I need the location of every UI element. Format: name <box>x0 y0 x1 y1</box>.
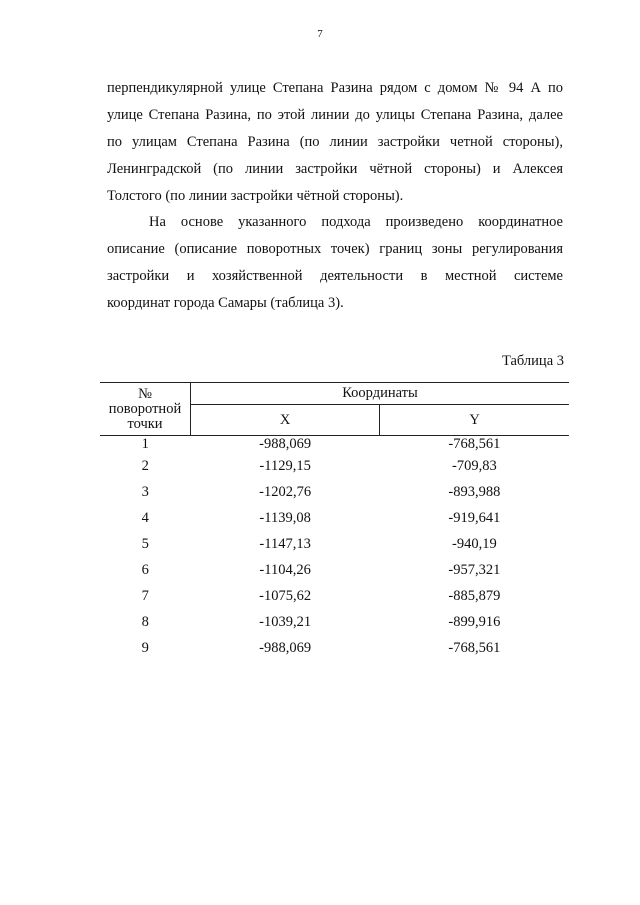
cell-x: -1139,08 <box>259 509 311 526</box>
cell-x: -1129,15 <box>259 457 311 474</box>
text-line: по улицам Степана Разина (по линии застройки четной стороны), <box>107 134 563 150</box>
table-caption: Таблица 3 <box>501 353 564 369</box>
cell-x: -1075,62 <box>259 587 312 604</box>
text-line: координат города Самары (таблица 3). <box>107 295 344 311</box>
cell-y: -885,879 <box>448 587 501 604</box>
cell-point-number: 1 <box>141 436 149 452</box>
cell-point-number: 7 <box>141 587 149 604</box>
cell-y: -768,561 <box>448 436 501 452</box>
cell-point-number: 3 <box>141 483 149 500</box>
text-line: Толстого (по линии застройки чётной стороны). <box>107 188 404 204</box>
coordinates-table <box>100 382 569 661</box>
table-row <box>100 453 569 479</box>
header-y: Y <box>380 405 569 436</box>
header-num-word: поворотной <box>108 400 182 417</box>
table-row <box>100 479 569 505</box>
cell-x: -988,069 <box>259 639 312 656</box>
cell-point-number: 2 <box>141 457 149 474</box>
cell-point-number: 5 <box>141 535 149 552</box>
header-x: X <box>191 405 380 436</box>
text-line: застройки и хозяйственной деятельности в местной системе <box>107 268 563 284</box>
paragraph-boundary-description <box>107 75 563 210</box>
cell-x: -988,069 <box>259 436 312 452</box>
cell-point-number: 4 <box>141 509 149 526</box>
page-number: 7 <box>317 28 323 40</box>
cell-y: -940,19 <box>452 535 497 552</box>
table-row <box>100 609 569 635</box>
table-row <box>100 436 569 454</box>
table-row <box>100 531 569 557</box>
cell-x: -1039,21 <box>259 613 312 630</box>
table-row <box>100 557 569 583</box>
cell-y: -957,321 <box>448 561 501 578</box>
header-num-symbol: № <box>138 385 152 402</box>
cell-x: -1147,13 <box>259 535 311 552</box>
text-line: описание (описание поворотных точек) границ зоны регулирования <box>107 241 563 257</box>
cell-y: -899,916 <box>448 613 501 630</box>
cell-x: -1104,26 <box>259 561 311 578</box>
cell-point-number: 8 <box>141 613 149 630</box>
header-point-number <box>100 383 191 436</box>
header-coordinates: Координаты <box>191 383 570 405</box>
cell-point-number: 9 <box>141 639 149 656</box>
text-line: На основе указанного подхода произведено координатное <box>149 214 563 230</box>
cell-y: -919,641 <box>448 509 501 526</box>
cell-x: -1202,76 <box>259 483 312 500</box>
cell-point-number: 6 <box>141 561 149 578</box>
header-num-word2: точки <box>127 415 163 432</box>
cell-y: -893,988 <box>448 483 501 500</box>
table-row <box>100 583 569 609</box>
text-line: перпендикулярной улице Степана Разина рядом с домом № 94 А по <box>107 80 563 96</box>
table-row <box>100 635 569 661</box>
cell-y: -709,83 <box>452 457 497 474</box>
text-line: Ленинградской (по линии застройки чётной стороны) и Алексея <box>107 161 563 177</box>
table-row <box>100 505 569 531</box>
cell-y: -768,561 <box>448 639 501 656</box>
text-line: улице Степана Разина, по этой линии до улицы Степана Разина, далее <box>107 107 563 123</box>
paragraph-coordinate-description <box>107 209 563 317</box>
